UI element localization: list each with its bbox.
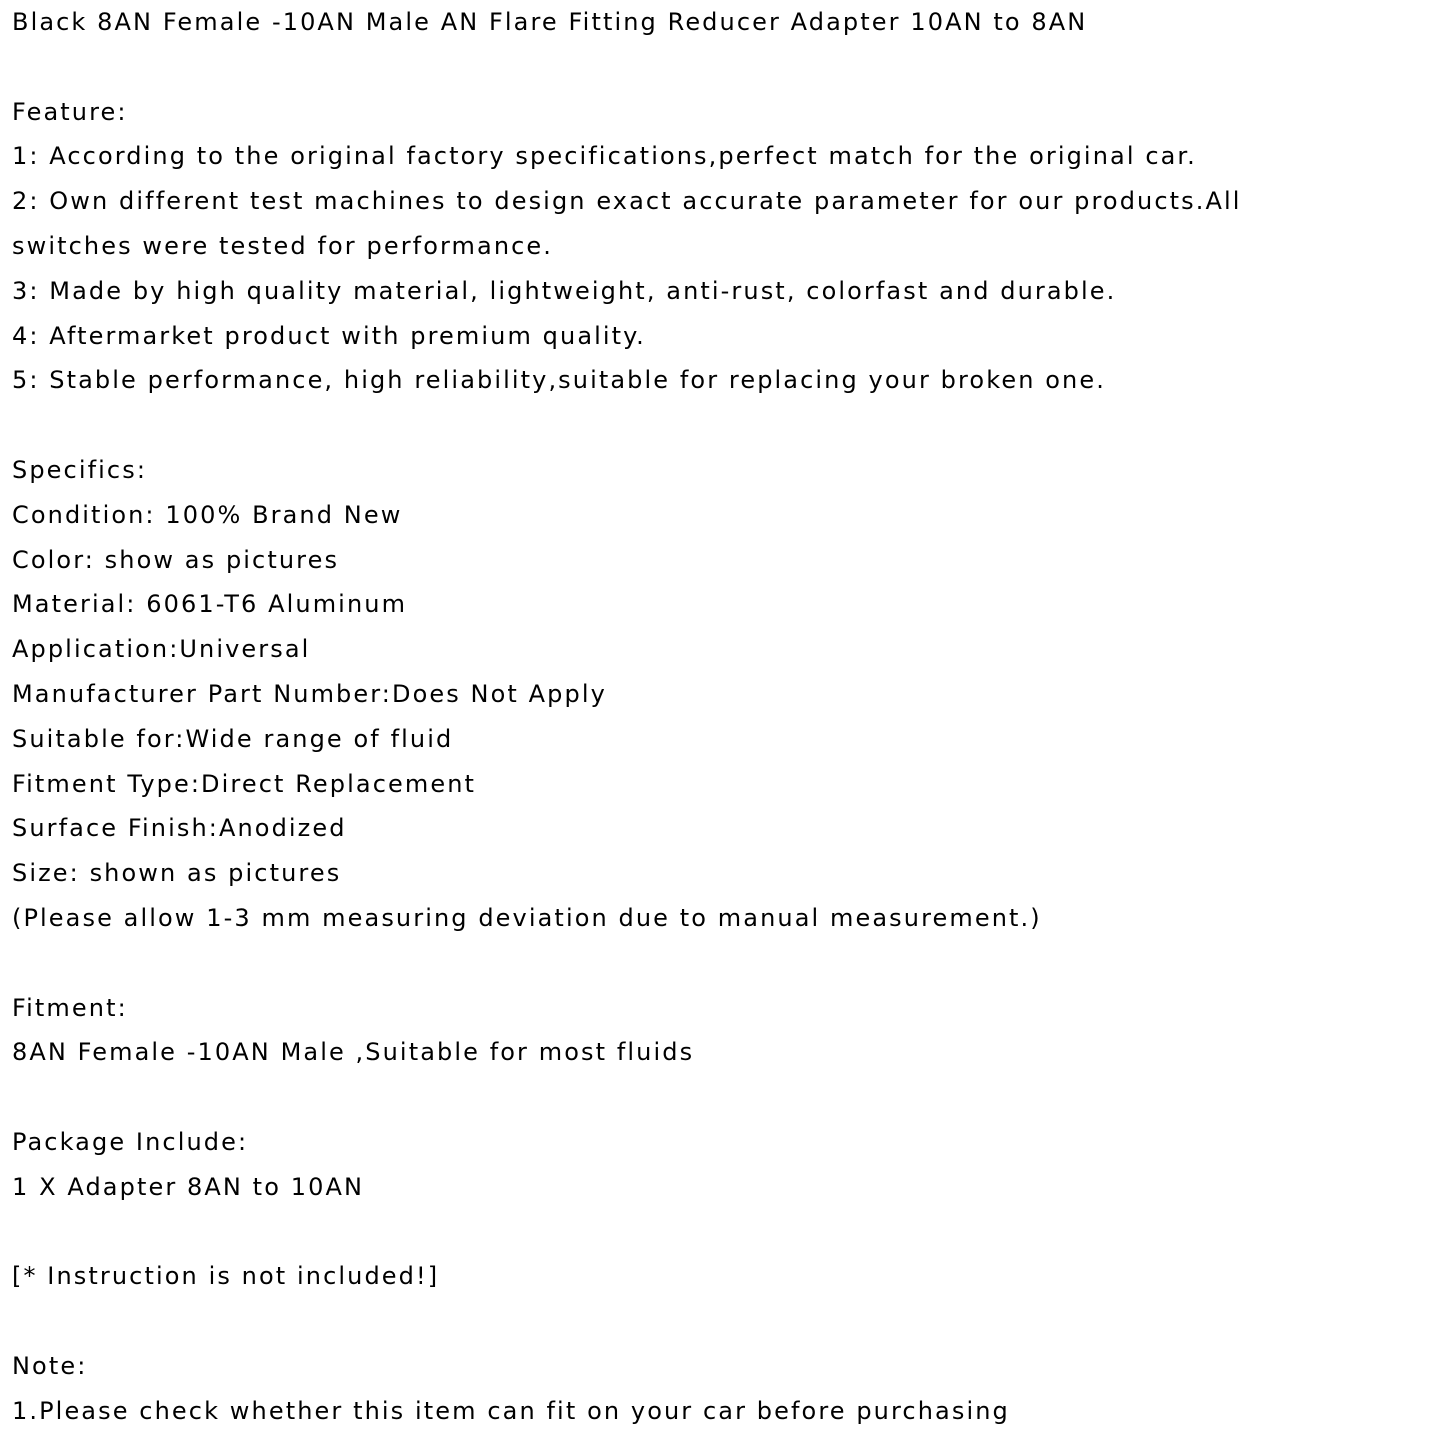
product-title: Black 8AN Female -10AN Male AN Flare Fitting Reducer Adapter 10AN to 8AN bbox=[12, 8, 1088, 36]
spacer bbox=[12, 45, 1432, 90]
package-heading: Package Include: bbox=[12, 1127, 249, 1156]
spec-line: Size: shown as pictures bbox=[12, 859, 342, 888]
fitment-line: 8AN Female -10AN Male ,Suitable for most fluids bbox=[12, 1038, 695, 1067]
spec-line: Application:Universal bbox=[12, 635, 311, 664]
spacer bbox=[12, 941, 1432, 986]
fitment-heading: Fitment: bbox=[12, 993, 128, 1022]
spec-line: Surface Finish:Anodized bbox=[12, 814, 347, 843]
feature-line: 5: Stable performance, high reliability,suitable for replacing your broken one. bbox=[12, 366, 1106, 395]
instruction-note: [* Instruction is not included!] bbox=[12, 1262, 440, 1291]
spec-line: Color: show as pictures bbox=[12, 545, 340, 574]
feature-line: switches were tested for performance. bbox=[12, 231, 554, 260]
spec-line: Material: 6061-T6 Aluminum bbox=[12, 590, 408, 619]
note-line: 1.Please check whether this item can fit on your car before purchasing bbox=[12, 1396, 1010, 1425]
product-description bbox=[12, 0, 1432, 1434]
spacer bbox=[12, 1210, 1432, 1255]
specifics-heading: Specifics: bbox=[12, 455, 147, 484]
spacer bbox=[12, 1075, 1432, 1120]
spacer bbox=[12, 1299, 1432, 1344]
feature-line: 1: According to the original factory specifications,perfect match for the original car. bbox=[12, 142, 1197, 171]
spacer bbox=[12, 403, 1432, 448]
feature-heading: Feature: bbox=[12, 97, 128, 126]
spec-line: Suitable for:Wide range of fluid bbox=[12, 724, 454, 753]
feature-line: 2: Own different test machines to design exact accurate parameter for our products.All bbox=[12, 187, 1242, 216]
spec-line: Condition: 100% Brand New bbox=[12, 500, 403, 529]
spec-line: Fitment Type:Direct Replacement bbox=[12, 769, 477, 798]
feature-line: 3: Made by high quality material, lightweight, anti-rust, colorfast and durable. bbox=[12, 276, 1117, 305]
package-line: 1 X Adapter 8AN to 10AN bbox=[12, 1172, 365, 1201]
spec-line: Manufacturer Part Number:Does Not Apply bbox=[12, 679, 607, 708]
feature-line: 4: Aftermarket product with premium quality. bbox=[12, 321, 646, 350]
spec-line: (Please allow 1-3 mm measuring deviation due to manual measurement.) bbox=[12, 903, 1042, 932]
note-heading: Note: bbox=[12, 1351, 88, 1380]
